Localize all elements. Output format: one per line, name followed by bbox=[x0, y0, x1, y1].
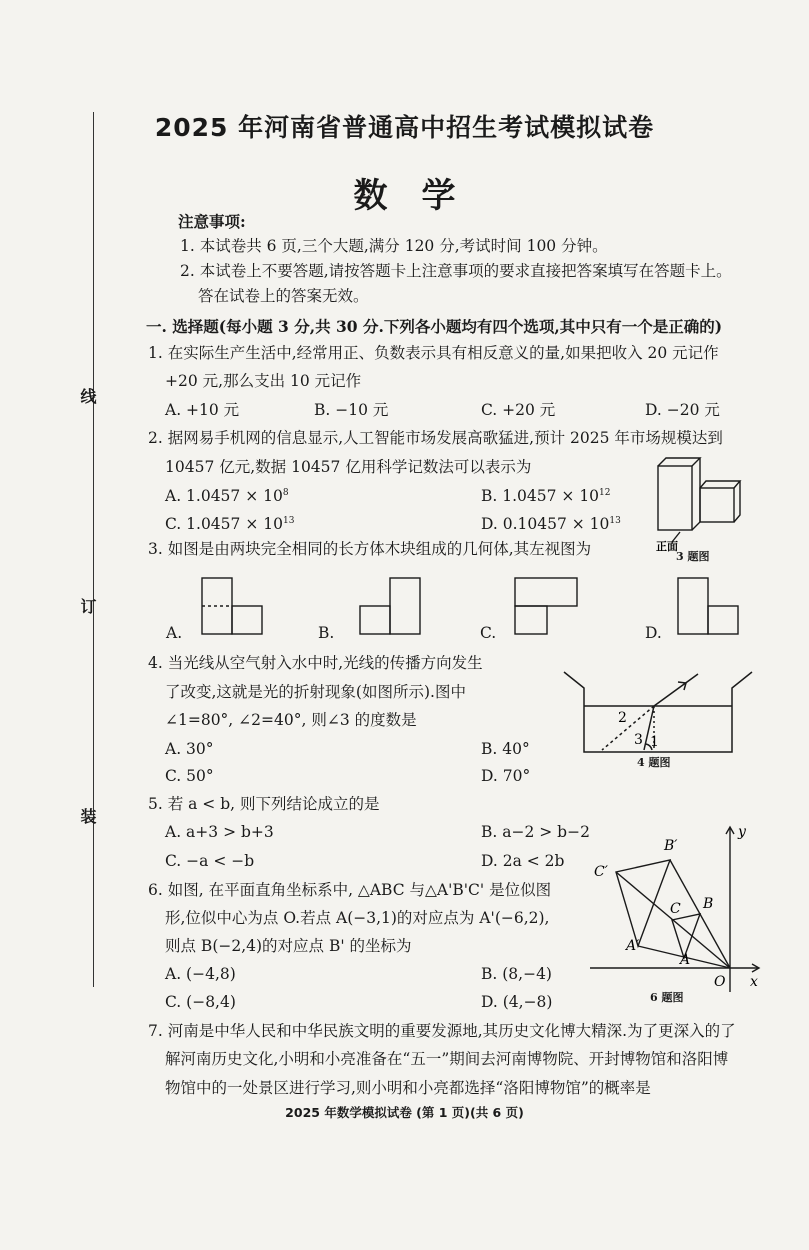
q4-line1: 4. 当光线从空气射入水中时,光线的传播方向发生 bbox=[148, 654, 483, 672]
q6-label-c: C bbox=[670, 901, 681, 917]
note-1: 1. 本试卷共 6 页,三个大题,满分 120 分,考试时间 100 分钟。 bbox=[180, 237, 608, 255]
q2-option-a: A. $1.0457 \times 10^8$ bbox=[165, 487, 289, 506]
q3-option-c: C. bbox=[480, 624, 497, 642]
notes-heading: 注意事项: bbox=[178, 212, 246, 231]
q6-label-b: B bbox=[703, 896, 714, 912]
q6-label-o: O bbox=[714, 974, 726, 990]
q6-line1: 6. 如图, 在平面直角坐标系中, △ABC 与△A'B'C' 是位似图 bbox=[148, 881, 552, 899]
q2-line1: 2. 据网易手机网的信息显示,人工智能市场发展高歌猛进,预计 2025 年市场规模达到 bbox=[148, 429, 723, 447]
binding-line bbox=[93, 112, 94, 987]
q3-option-d: D. bbox=[645, 624, 662, 642]
q7-line2: 解河南历史文化,小明和小亮准备在“五一”期间去河南博物院、开封博物馆和洛阳博 bbox=[165, 1050, 729, 1068]
q6-label-b-prime: B′ bbox=[664, 838, 678, 854]
q7-line3: 物馆中的一处景区进行学习,则小明和小亮都选择“洛阳博物馆”的概率是 bbox=[165, 1079, 651, 1097]
q3-option-a-figure bbox=[200, 576, 266, 638]
q5-option-b: B. a−2 > b−2 bbox=[481, 823, 590, 841]
q4-angle-2: 2 bbox=[618, 710, 627, 726]
q2-option-b: B. $1.0457 \times 10^{12}$ bbox=[481, 487, 611, 506]
q6-label-a: A bbox=[680, 952, 691, 968]
q1-option-b: B. −10 元 bbox=[314, 401, 389, 419]
q5-question: 5. 若 a < b, 则下列结论成立的是 bbox=[148, 795, 380, 813]
q3-question: 3. 如图是由两块完全相同的长方体木块组成的几何体,其左视图为 bbox=[148, 540, 592, 558]
binding-char-xian: 线 bbox=[78, 388, 97, 404]
q6-option-b: B. (8,−4) bbox=[481, 965, 552, 983]
q6-line2: 形,位似中心为点 O.若点 A(−3,1)的对应点为 A'(−6,2), bbox=[165, 909, 550, 927]
q1-option-c: C. +20 元 bbox=[481, 401, 556, 419]
q6-option-a: A. (−4,8) bbox=[165, 965, 236, 983]
q7-line1: 7. 河南是中华人民和中华民族文明的重要发源地,其历史文化博大精深.为了更深入的了 bbox=[148, 1022, 736, 1040]
q1-line2: +20 元,那么支出 10 元记作 bbox=[165, 372, 362, 390]
page-footer: 2025 年数学模拟试卷 (第 1 页)(共 6 页) bbox=[285, 1105, 524, 1120]
q3-option-b-figure bbox=[358, 576, 424, 638]
note-2-cont: 答在试卷上的答案无效。 bbox=[198, 287, 369, 305]
q1-option-d: D. −20 元 bbox=[645, 401, 720, 419]
q4-option-c: C. 50° bbox=[165, 767, 214, 785]
q6-figure-label: 6 题图 bbox=[650, 991, 684, 1004]
q4-figure-label: 4 题图 bbox=[637, 756, 671, 769]
q4-option-b: B. 40° bbox=[481, 740, 530, 758]
q6-label-c-prime: C′ bbox=[594, 864, 608, 880]
q5-option-a: A. a+3 > b+3 bbox=[165, 823, 274, 841]
q1-line1: 1. 在实际生产生活中,经常用正、负数表示具有相反意义的量,如果把收入 20 元记作 bbox=[148, 344, 719, 362]
q6-option-c: C. (−8,4) bbox=[165, 993, 236, 1011]
note-2: 2. 本试卷上不要答题,请按答题卡上注意事项的要求直接把答案填写在答题卡上。 bbox=[180, 262, 732, 280]
q2-option-d: D. $0.10457 \times 10^{13}$ bbox=[481, 515, 621, 534]
subject-title: 数学 bbox=[353, 176, 490, 216]
q3-figure-label: 3 题图 bbox=[676, 550, 710, 563]
q4-option-a: A. 30° bbox=[165, 740, 214, 758]
binding-char-ding: 订 bbox=[78, 598, 97, 614]
q3-front-label: 正面 bbox=[656, 540, 678, 552]
q4-angle-1: 1 bbox=[650, 734, 659, 750]
q4-refraction-figure bbox=[562, 666, 758, 766]
section-1-heading: 一. 选择题(每小题 3 分,共 30 分.下列各小题均有四个选项,其中只有一个是正确的) bbox=[146, 317, 723, 336]
q5-option-c: C. −a < −b bbox=[165, 852, 255, 870]
q6-option-d: D. (4,−8) bbox=[481, 993, 553, 1011]
q2-option-c: C. $1.0457 \times 10^{13}$ bbox=[165, 515, 295, 534]
q6-line3: 则点 B(−2,4)的对应点 B' 的坐标为 bbox=[165, 937, 412, 955]
exam-title: 2025 年河南省普通高中招生考试模拟试卷 bbox=[154, 113, 655, 142]
q3-option-b: B. bbox=[318, 624, 335, 642]
q3-option-c-figure bbox=[513, 576, 581, 638]
q1-option-a: A. +10 元 bbox=[165, 401, 240, 419]
q4-angle-3: 3 bbox=[634, 732, 643, 748]
q3-option-d-figure bbox=[676, 576, 742, 638]
q4-line2: 了改变,这就是光的折射现象(如图所示).图中 bbox=[165, 683, 466, 701]
q6-coordinate-figure bbox=[588, 822, 768, 994]
q4-option-d: D. 70° bbox=[481, 767, 531, 785]
q3-solid-figure bbox=[652, 452, 748, 552]
q5-option-d: D. 2a < 2b bbox=[481, 852, 565, 870]
q6-label-y: y bbox=[738, 824, 746, 840]
q4-line3: ∠1=80°, ∠2=40°, 则∠3 的度数是 bbox=[165, 711, 417, 729]
q6-label-x: x bbox=[750, 974, 758, 990]
binding-char-zhuang: 装 bbox=[78, 808, 97, 824]
q6-label-a-prime: A′ bbox=[626, 938, 640, 954]
q3-option-a: A. bbox=[166, 624, 183, 642]
q2-line2: 10457 亿元,数据 10457 亿用科学记数法可以表示为 bbox=[165, 458, 532, 476]
